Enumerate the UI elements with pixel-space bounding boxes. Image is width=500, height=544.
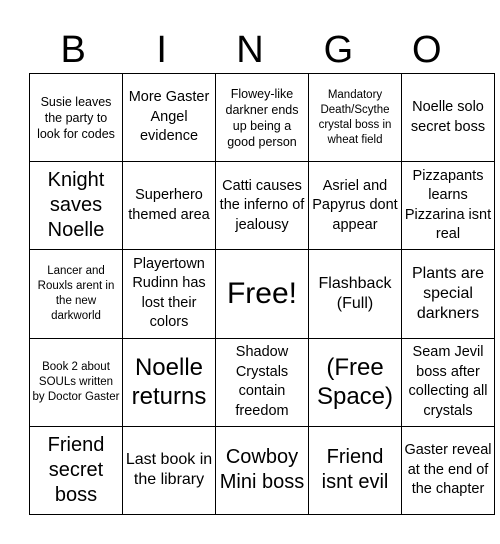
cell-text: Noelle solo secret boss bbox=[410, 99, 486, 135]
bingo-cell[interactable] bbox=[402, 338, 495, 426]
cell-text: Knight saves Noelle bbox=[47, 169, 105, 242]
cell-text: Friend isnt evil bbox=[321, 446, 389, 494]
cell-text: Noelle returns bbox=[131, 354, 207, 411]
bingo-cell[interactable] bbox=[123, 162, 216, 250]
cell-text: Book 2 about SOULs written by Doctor Gaster bbox=[32, 360, 120, 403]
bingo-header bbox=[29, 28, 471, 72]
cell-text: Seam Jevil boss after collecting all crystals bbox=[408, 344, 488, 419]
cell-text: Gaster reveal at the end of the chapter bbox=[404, 442, 492, 498]
bingo-cell[interactable] bbox=[30, 338, 123, 426]
cell-text: Cowboy Mini boss bbox=[219, 446, 305, 494]
cell-text: (Free Space) bbox=[316, 354, 394, 411]
cell-text: Mandatory Death/Scythe crystal boss in wheat field bbox=[318, 88, 392, 146]
free-cell-text: Free! bbox=[226, 276, 298, 310]
cell-text: Superhero themed area bbox=[128, 187, 210, 223]
bingo-cell[interactable] bbox=[402, 74, 495, 162]
cell-text: Lancer and Rouxls arent in the new darkworld bbox=[37, 264, 115, 322]
bingo-cell[interactable] bbox=[123, 338, 216, 426]
grid-row bbox=[30, 338, 495, 426]
grid-row bbox=[30, 162, 495, 250]
grid-row bbox=[30, 250, 495, 338]
bingo-cell[interactable] bbox=[30, 162, 123, 250]
cell-text: Asriel and Papyrus dont appear bbox=[312, 177, 398, 233]
bingo-cell[interactable] bbox=[309, 338, 402, 426]
bingo-cell[interactable] bbox=[216, 426, 309, 514]
bingo-cell[interactable] bbox=[309, 426, 402, 514]
cell-text: Shadow Crystals contain freedom bbox=[235, 344, 289, 419]
bingo-cell[interactable] bbox=[402, 250, 495, 338]
cell-text: Flowey-like darkner ends up being a good person bbox=[225, 86, 299, 149]
cell-text: Plants are special darkners bbox=[411, 264, 485, 322]
header-letter-n: N bbox=[236, 29, 264, 71]
bingo-cell[interactable] bbox=[402, 162, 495, 250]
grid-row bbox=[30, 74, 495, 162]
cell-text: More Gaster Angel evidence bbox=[128, 89, 210, 145]
cell-text: Playertown Rudinn has lost their colors bbox=[132, 255, 206, 331]
bingo-cell[interactable] bbox=[30, 74, 123, 162]
bingo-cell[interactable] bbox=[30, 426, 123, 514]
bingo-cell[interactable] bbox=[309, 74, 402, 162]
header-letter-g: G bbox=[323, 29, 354, 71]
cell-text: Pizzapants learns Pizzarina isnt real bbox=[404, 167, 492, 243]
header-letter-o: O bbox=[412, 29, 442, 71]
cell-text: Catti causes the inferno of jealousy bbox=[219, 177, 305, 233]
bingo-cell[interactable] bbox=[216, 250, 309, 338]
cell-text: Flashback (Full) bbox=[318, 274, 392, 312]
bingo-cell[interactable] bbox=[123, 426, 216, 514]
bingo-grid bbox=[29, 73, 495, 515]
cell-text: Friend secret boss bbox=[47, 433, 105, 506]
bingo-cell[interactable] bbox=[30, 250, 123, 338]
cell-text: Last book in the library bbox=[125, 451, 213, 489]
bingo-cell[interactable] bbox=[309, 250, 402, 338]
bingo-cell[interactable] bbox=[123, 74, 216, 162]
bingo-cell[interactable] bbox=[216, 74, 309, 162]
bingo-cell[interactable] bbox=[309, 162, 402, 250]
cell-text: Susie leaves the party to look for codes bbox=[37, 94, 115, 141]
grid-row bbox=[30, 426, 495, 514]
bingo-cell[interactable] bbox=[216, 162, 309, 250]
header-letter-b: B bbox=[60, 29, 86, 71]
header-letter-i: I bbox=[156, 29, 167, 71]
bingo-cell[interactable] bbox=[123, 250, 216, 338]
bingo-cell[interactable] bbox=[402, 426, 495, 514]
bingo-cell[interactable] bbox=[216, 338, 309, 426]
